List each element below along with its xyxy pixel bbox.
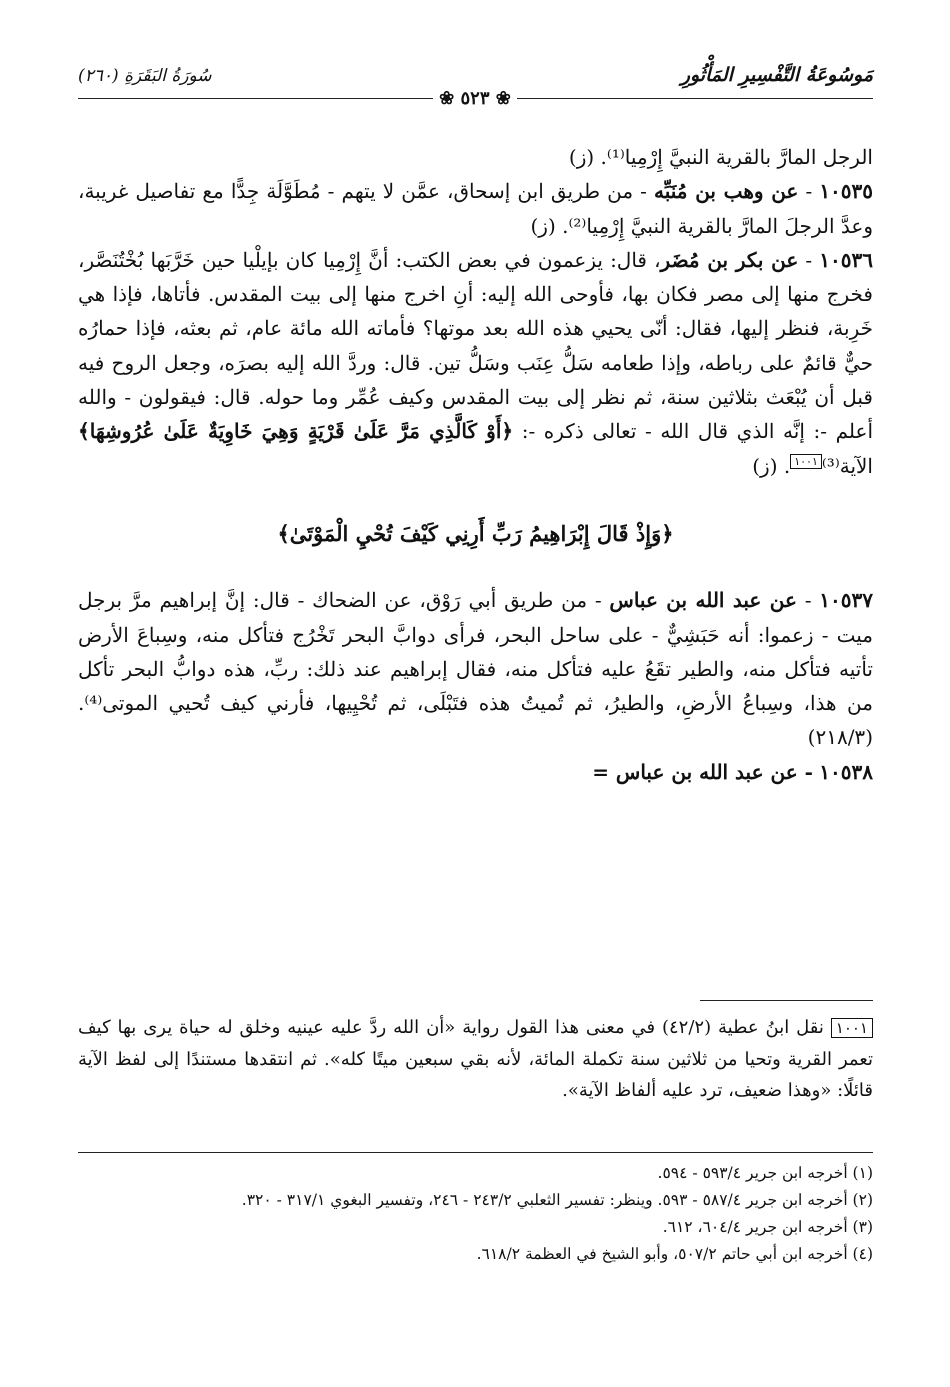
quranic-verse: ﴿أَوْ كَالَّذِي مَرَّ عَلَىٰ قَرْيَةٍ وَهِيَ خَاوِيَةٌ عَلَىٰ عُرُوشِهَا﴾ xyxy=(78,419,514,444)
narration-number: ١٠٥٣٨ xyxy=(819,759,873,784)
paragraph xyxy=(78,140,873,174)
paragraph-text: الرجل المارَّ بالقرية النبيَّ إِرْمِيا⁽¹⁾. (ز) xyxy=(568,145,873,169)
footnote: (٤) أخرجه ابن أبي حاتم ٥٠٧/٢، وأبو الشيخ في العظمة ٦١٨/٢. xyxy=(476,1245,873,1263)
footnote: (٢) أخرجه ابن جرير ٥٨٧/٤ - ٥٩٣. وينظر: تفسير الثعلبي ٢٤٣/٢ - ٢٤٦، وتفسير البغوي ٣١٧/١ - ٣٢٠. xyxy=(241,1191,873,1209)
narrator-name: عن وهب بن مُنَبِّه xyxy=(654,179,799,204)
note-reference-box: ١٠٠١ xyxy=(790,454,822,469)
narration-text: - من طريق ابن إسحاق، عمَّن لا يتهم - مُطَوَّلَة جِدًّا مع تفاصيل غريبة، وعدَّ الرجلَ المارَّ بالقرية النبيَّ إِرْمِيا⁽²⁾. (ز) xyxy=(78,179,873,238)
narrator-name: عن بكر بن مُضَر xyxy=(660,247,799,272)
verse-heading: ﴿وَإِذْ قَالَ إِبْرَاهِيمُ رَبِّ أَرِنِي كَيْفَ تُحْيِ الْمَوْتَىٰ﴾ xyxy=(277,520,674,546)
narrator-name: عن عبد الله بن عباس xyxy=(609,588,797,613)
narration-number: ١٠٥٣٥ xyxy=(819,179,874,204)
footnotes xyxy=(78,1160,873,1268)
note-text: نقل ابنُ عطية (٤٢/٢) في معنى هذا القول رواية «أن الله ردَّ عليه عينيه وخلق له حياة يرى بها كيف تعمر القرية وتحيا من ثلاثين سنة تكملة المائة، لأنه بقي سبعين ميتًا كله». ثم انتقدها مستندًا إلى لفظ الآية قائلًا: «وهذا ضعيف، ترد عليه ألفاظ الآية». xyxy=(78,1017,873,1101)
page-number: ٥٢٣ xyxy=(460,88,490,109)
commentary-note xyxy=(78,1012,873,1106)
footnote-rule xyxy=(78,1152,873,1153)
narration-10536: ١٠٥٣٦ - عن بكر بن مُضَر، قال: يزعمون في بعض الكتب: أنَّ إِرْمِيا كان بإيلْيا حين خَرَّبَها بُخْتُنَصَّر، فخرج منها إلى مصر فكان بها، فأوحى الله إليه: أنِ اخرج منها إلى بيت المقدس. فأتاها، فإذا هي خَرِبة، فنظر إليها، فقال: أنّى يحيي هذه الله بعد موتها؟ فأماته الله مائة عام، ثم بعثه، فإذا حمارُه حيٌّ قائمٌ على رباطه، وإذا طعامه سَلُّ عِنَب وسَلُّ تين. قال: وردَّ الله إليه بصرَه، وجعل الروح فيه قبل أن يُبْعَث بثلاثين سنة، ثم نظر إلى بيت المقدس وكيف عُمِّر وما حوله. قال: فيقولون - والله أعلم -: إنَّه الذي قال الله - تعالى ذكره -: ﴿أَوْ كَالَّذِي مَرَّ عَلَىٰ قَرْيَةٍ وَهِيَ خَاوِيَةٌ عَلَىٰ عُرُوشِهَا﴾ الآية⁽³⁾١٠٠١. (ز) xyxy=(78,247,874,478)
book-title: مَوسُوعَةُ التَّفْسِيرِ المَأْثُورِ xyxy=(680,64,873,86)
narration-end: . (ز) xyxy=(752,453,791,478)
narration-10535: ١٠٥٣٥ - عن وهب بن مُنَبِّه - من طريق ابن إسحاق، عمَّن لا يتهم - مُطَوَّلَة جِدًّا مع تفاصيل غريبة، وعدَّ الرجلَ المارَّ بالقرية النبيَّ إِرْمِيا⁽²⁾. (ز) xyxy=(78,179,874,238)
narration-number: ١٠٥٣٧ xyxy=(819,588,874,613)
narration-text: - من طريق أبي رَوْق، عن الضحاك - قال: إنَّ إبراهيم مرَّ برجل ميت - زعموا: أنه حَبَشِيٌّ - على ساحل البحر، فرأى دوابَّ البحر تَخْرُج فتأكل منه، وسِباعَ الأرض تأتيه فتأكل منه، والطير تقَعُ عليه فتأكل منه، فقال إبراهيم عند ذلك: ربِّ، هذه دوابُّ البحر تأكل من هذا، وسِباعُ الأرضِ، والطيرُ، ثم تُميتُ هذه فتَبْلَى، ثم تُحْيِيها، فأرني كيف تُحيي الموتى⁽⁴⁾. (٢١٨/٣) xyxy=(78,588,873,750)
page-number-row xyxy=(0,88,950,109)
narration-text: ، قال: يزعمون في بعض الكتب: أنَّ إِرْمِيا كان بإيلْيا حين خَرَّبَها بُخْتُنَصَّر، فخرج منها إلى مصر فكان بها، فأوحى الله إليه: أنِ اخرج منها إلى بيت المقدس. فأتاها، فإذا هي خَرِبة، فنظر إليها، فقال: أنّى يحيي هذه الله بعد موتها؟ فأماته الله مائة عام، ثم بعثه، فإذا حمارُه حيٌّ قائمٌ على رباطه، وإذا طعامه سَلُّ عِنَب وسَلُّ تين. قال: وردَّ الله إليه بصرَه، وجعل الروح فيه قبل أن يُبْعَث بثلاثين سنة، ثم نظر إلى بيت المقدس وكيف عُمِّر وما حوله. قال: فيقولون - والله أعلم -: إنَّه الذي قال الله - تعالى ذكره -: xyxy=(78,247,873,444)
verse-tail: الآية⁽³⁾ xyxy=(821,453,873,478)
main-text xyxy=(78,140,873,789)
footnote: (٣) أخرجه ابن جرير ٦٠٤/٤، ٦١٢. xyxy=(662,1218,873,1236)
note-number-box: ١٠٠١ xyxy=(831,1018,873,1038)
footnote: (١) أخرجه ابن جرير ٥٩٣/٤ - ٥٩٤. xyxy=(657,1164,873,1182)
surah-reference: سُورَةُ البَقَرَةِ (٢٦٠) xyxy=(78,66,212,86)
narration-10538 xyxy=(78,755,873,789)
narration-text: - عن عبد الله بن عباس = xyxy=(592,759,813,784)
note-rule xyxy=(700,1000,873,1001)
ornament-icon: ❀ xyxy=(439,88,461,109)
narration-number: ١٠٥٣٦ xyxy=(819,247,874,272)
ornament-icon: ❀ xyxy=(489,88,511,109)
narration-10537: ١٠٥٣٧ - عن عبد الله بن عباس - من طريق أبي رَوْق، عن الضحاك - قال: إنَّ إبراهيم مرَّ برجل ميت - زعموا: أنه حَبَشِيٌّ - على ساحل البحر، فرأى دوابَّ البحر تَخْرُج فتأكل منه، وسِباعَ الأرض تأتيه فتأكل منه، والطير تقَعُ عليه فتأكل منه، فقال إبراهيم عند ذلك: ربِّ، هذه دوابُّ البحر تأكل من هذا، وسِباعُ الأرضِ، والطيرُ، ثم تُميتُ هذه فتَبْلَى، ثم تُحْيِيها، فأرني كيف تُحيي الموتى⁽⁴⁾. (٢١٨/٣) xyxy=(78,588,874,750)
